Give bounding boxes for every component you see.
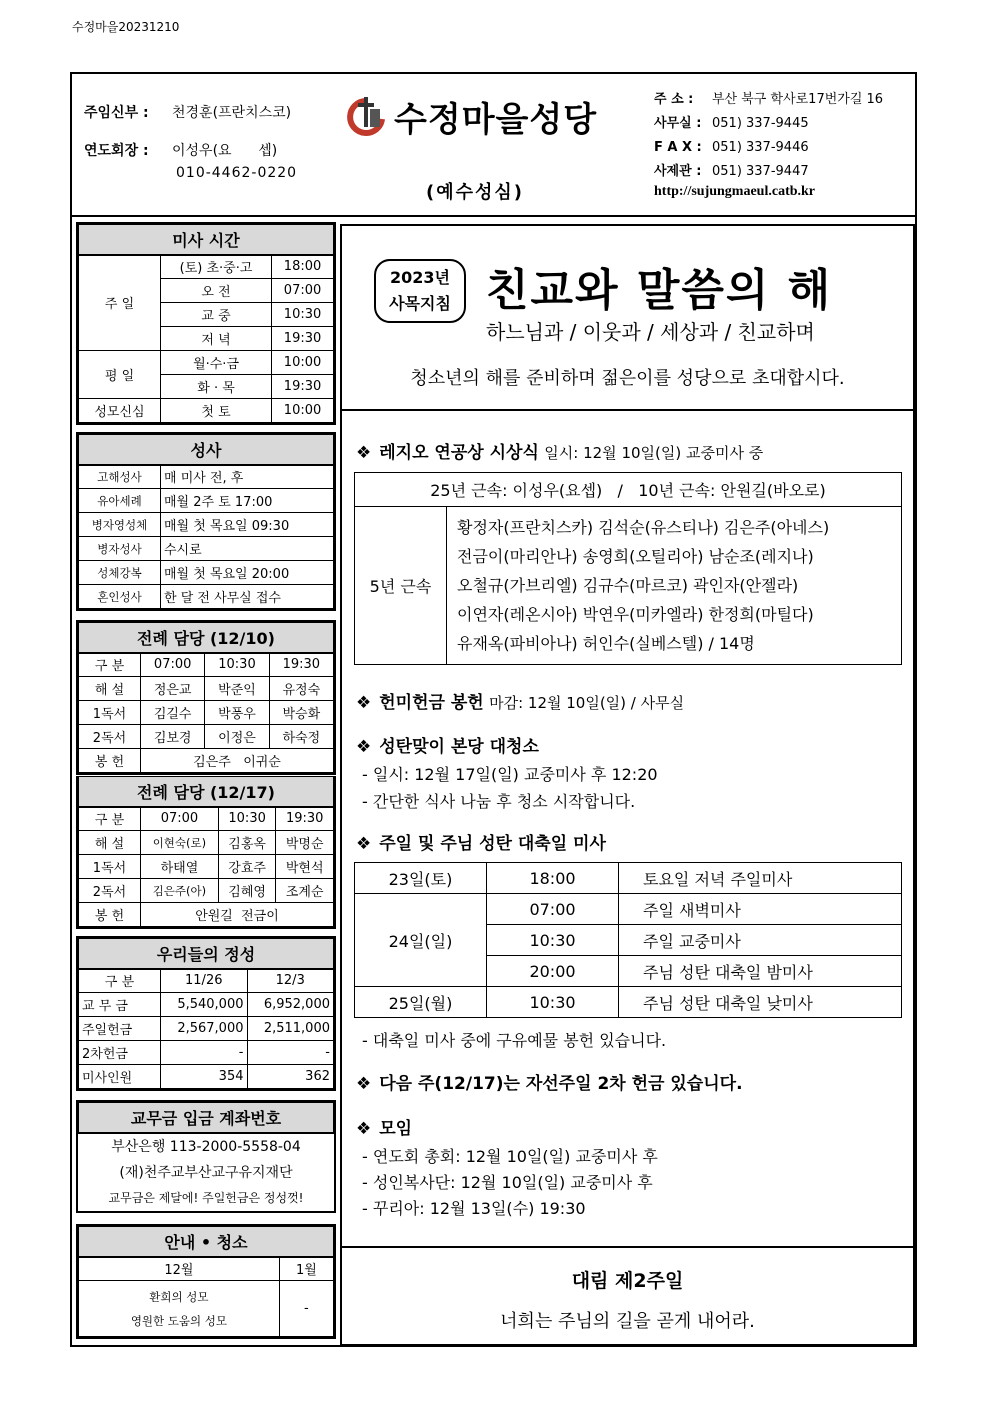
col-header: 07:00	[141, 653, 205, 677]
award-line: 전금이(마리안나) 송영희(오틸리아) 남순조(레지나)	[457, 547, 814, 566]
mass-name: 주일 교중미사	[619, 925, 902, 956]
sunday-label: 주 일	[79, 255, 161, 351]
table-row	[355, 987, 902, 1018]
award-line: 유재옥(파비아나) 허인수(실베스텔) / 14명	[457, 634, 755, 653]
mass-date: 23일(토)	[355, 863, 487, 894]
banner-subline: 하느님과 / 이웃과 / 세상과 / 친교하며	[486, 320, 815, 344]
role: 1독서	[79, 701, 141, 725]
person: 박명순	[276, 831, 334, 855]
table-row	[79, 701, 334, 725]
col-header: 구 분	[79, 807, 141, 831]
diamond-bullet-icon: ❖	[356, 1119, 372, 1139]
table-row	[79, 465, 334, 489]
fax-label: F A X :	[654, 140, 702, 155]
devotion-day: 첫 토	[161, 399, 272, 423]
table-row	[79, 1257, 334, 1281]
mass-time: 10:30	[272, 303, 334, 327]
meeting-item: - 꾸리아: 12월 13일(수) 19:30	[362, 1199, 586, 1218]
col-header: 11/26	[161, 969, 248, 993]
sunday-title: 대림 제2주일	[571, 1270, 684, 1292]
clean-date: - 일시: 12월 17일(일) 교중미사 후 12:20	[362, 765, 658, 784]
pastoral-banner	[342, 226, 913, 411]
cleaning-groups: 환희의 성모 영원한 도움의 성모	[79, 1281, 280, 1337]
legio-notice	[356, 438, 763, 463]
mass-time: 19:30	[272, 375, 334, 399]
rice-detail: 마감: 12월 10일(일) / 사무실	[489, 694, 685, 712]
mass-name: 토요일 저녁 주일미사	[619, 863, 902, 894]
chair-phone: 010-4462-0220	[176, 165, 298, 181]
table-row	[79, 903, 334, 927]
table-row	[79, 1041, 334, 1065]
diamond-bullet-icon: ❖	[356, 834, 372, 854]
account-note: 교무금은 제달에! 주일헌금은 정성껏!	[108, 1191, 304, 1205]
liturgy-title-1217: 전례 담당 (12/17)	[79, 777, 334, 807]
table-row	[79, 993, 334, 1017]
person: 김혜영	[218, 879, 276, 903]
table-row	[79, 855, 334, 879]
xmas-title: 주일 및 주님 성탄 대축일 미사	[379, 834, 606, 854]
mass-time: 10:30	[487, 925, 619, 956]
sacrament-name: 병자성사	[79, 537, 161, 561]
mass-time: 20:00	[487, 956, 619, 987]
meeting-item: - 연도회 총회: 12월 10일(일) 교중미사 후	[362, 1147, 658, 1166]
clean-title: 성탄맞이 본당 대청소	[379, 737, 539, 757]
role: 2독서	[79, 725, 141, 749]
award-5yr-label: 5년 근속	[355, 507, 447, 665]
table-row	[79, 399, 334, 423]
devotion-label: 성모신심	[79, 399, 161, 423]
table-row	[79, 561, 334, 585]
notices-column	[340, 224, 915, 1346]
col-header: 12/3	[247, 969, 334, 993]
col-header: 10:30	[218, 807, 276, 831]
mass-day: 저 녁	[161, 327, 272, 351]
person: 하태열	[141, 855, 219, 879]
offering-value: 354	[161, 1065, 248, 1089]
sacrament-time: 매월 첫 목요일 20:00	[161, 561, 334, 585]
award-line: 이연자(레온시아) 박연우(미카엘라) 한정희(마틸다)	[457, 605, 814, 624]
sacrament-time: 수시로	[161, 537, 334, 561]
table-row	[79, 489, 334, 513]
sacrament-name: 병자영성체	[79, 513, 161, 537]
banner-youth-line: 청소년의 해를 준비하며 젊은이를 성당으로 초대합시다.	[410, 368, 845, 389]
chair-name: 이성우(요 셉)	[172, 143, 278, 159]
mass-time: 07:00	[272, 279, 334, 303]
account-title: 교무금 입금 계좌번호	[79, 1103, 334, 1133]
cleaning-notice	[356, 732, 539, 757]
office-label: 사무실 :	[654, 116, 702, 131]
sacrament-time: 한 달 전 사무실 접수	[161, 585, 334, 609]
awards-table	[354, 472, 902, 665]
person: 정은교	[141, 677, 205, 701]
cleaning-box	[76, 1224, 336, 1339]
offering-title: 우리들의 정성	[79, 939, 334, 969]
sacrament-time: 매월 2주 토 17:00	[161, 489, 334, 513]
col-header: 10:30	[205, 653, 269, 677]
meetings-notice	[356, 1114, 412, 1139]
sacrament-time: 매월 첫 목요일 09:30	[161, 513, 334, 537]
month-header: 1월	[279, 1257, 333, 1281]
fax-number: 051) 337-9446	[712, 140, 809, 155]
sacraments-title: 성사	[79, 435, 334, 465]
meeting-title: 모임	[379, 1119, 413, 1139]
role: 봉 헌	[79, 749, 141, 773]
devotion-time: 10:00	[272, 399, 334, 423]
col-header: 19:30	[276, 807, 334, 831]
offering-value: 6,952,000	[247, 993, 334, 1017]
col-header: 구 분	[79, 969, 161, 993]
next-week-text: 다음 주(12/17)는 자선주일 2차 헌금 있습니다.	[379, 1074, 743, 1094]
col-header: 07:00	[141, 807, 219, 831]
rice-offering-notice	[356, 688, 684, 713]
mass-times-box	[76, 222, 336, 425]
col-header: 구 분	[79, 653, 141, 677]
address-label: 주 소 :	[654, 92, 694, 107]
offering-type: 주일헌금	[79, 1017, 161, 1041]
offering-type: 교 무 금	[79, 993, 161, 1017]
table-row	[79, 807, 334, 831]
award-line: 오철규(가브리엘) 김규수(마르코) 곽인자(안젤라)	[457, 576, 799, 595]
pastor-name: 천경훈(프란치스코)	[172, 105, 292, 121]
role: 해 설	[79, 831, 141, 855]
month-header: 12월	[79, 1257, 280, 1281]
header	[72, 74, 915, 217]
table-row	[79, 585, 334, 609]
mass-day: 화 · 목	[161, 375, 272, 399]
mass-time: 18:00	[272, 255, 334, 279]
person: 김보경	[141, 725, 205, 749]
xmas-note: - 대축일 미사 중에 구유예물 봉헌 있습니다.	[362, 1031, 667, 1050]
table-row	[79, 725, 334, 749]
meeting-item: - 성인복사단: 12월 10일(일) 교중미사 후	[362, 1173, 653, 1192]
person: 이현숙(로)	[141, 831, 219, 855]
address: 부산 북구 학사로17번가길 16	[712, 92, 884, 107]
badge-year: 2023년	[390, 268, 450, 287]
offering-type: 2차헌금	[79, 1041, 161, 1065]
diamond-bullet-icon: ❖	[356, 693, 372, 713]
offering-box	[76, 936, 336, 1091]
person: 이정은	[205, 725, 269, 749]
person: 조계순	[276, 879, 334, 903]
table-row	[79, 653, 334, 677]
mass-times-title: 미사 시간	[79, 225, 334, 255]
table-row	[79, 1065, 334, 1089]
table-row	[79, 969, 334, 993]
christmas-mass-table	[354, 862, 902, 1018]
table-row	[79, 351, 334, 375]
mass-time: 10:00	[272, 351, 334, 375]
sacrament-name: 유아세례	[79, 489, 161, 513]
table-row	[355, 863, 902, 894]
person: 강효주	[218, 855, 276, 879]
pastoral-badge	[374, 259, 466, 323]
table-row	[79, 255, 334, 279]
mass-day: (토) 초·중·고	[161, 255, 272, 279]
role: 1독서	[79, 855, 141, 879]
mass-day: 오 전	[161, 279, 272, 303]
sacrament-name: 혼인성사	[79, 585, 161, 609]
rectory-phone: 051) 337-9447	[712, 164, 809, 179]
table-row	[79, 1281, 334, 1337]
cleaning-groups: -	[279, 1281, 333, 1337]
table-row	[79, 831, 334, 855]
offering-value: 362	[247, 1065, 334, 1089]
table-row	[79, 677, 334, 701]
offering-value: 5,540,000	[161, 993, 248, 1017]
person: 김은주(아)	[141, 879, 219, 903]
person: 박현석	[276, 855, 334, 879]
person: 김홍옥	[218, 831, 276, 855]
offering-value: -	[161, 1041, 248, 1065]
mass-time: 07:00	[487, 894, 619, 925]
liturgy-box-1210	[76, 620, 336, 775]
badge-text: 사목지침	[389, 294, 451, 313]
mass-time: 19:30	[272, 327, 334, 351]
pastor-label: 주임신부 :	[84, 105, 149, 121]
award-line: 황정자(프란치스카) 김석순(유스티나) 김은주(아네스)	[457, 518, 830, 537]
offering-value: 2,567,000	[161, 1017, 248, 1041]
christmas-mass-notice	[356, 829, 606, 854]
role: 2독서	[79, 879, 141, 903]
sunday-footer	[342, 1246, 913, 1344]
diamond-bullet-icon: ❖	[356, 737, 372, 757]
person: 박준익	[205, 677, 269, 701]
role: 봉 헌	[79, 903, 141, 927]
bulletin-frame	[70, 72, 917, 1347]
mass-time: 10:30	[487, 987, 619, 1018]
sacrament-name: 성체강복	[79, 561, 161, 585]
person: 김길수	[141, 701, 205, 725]
banner-headline: 친교와 말씀의 해	[486, 265, 833, 316]
mass-name: 주님 성탄 대축일 밤미사	[619, 956, 902, 987]
mass-day: 월·수·금	[161, 351, 272, 375]
weekday-label: 평 일	[79, 351, 161, 399]
sacraments-box	[76, 432, 336, 611]
header-contacts	[654, 88, 884, 199]
file-label: 수정마을20231210	[72, 20, 180, 34]
table-row	[79, 513, 334, 537]
col-header: 19:30	[269, 653, 333, 677]
account-holder: (재)천주교부산교구유지재단	[119, 1164, 293, 1181]
parish-subtitle: (예수성심)	[426, 182, 525, 203]
gospel-verse: 너희는 주님의 길을 곧게 내어라.	[500, 1311, 755, 1332]
parish-title: 수정마을성당	[394, 100, 598, 140]
sacrament-time: 매 미사 전, 후	[161, 465, 334, 489]
account-box	[76, 1100, 336, 1213]
mass-time: 18:00	[487, 863, 619, 894]
mass-date: 25일(월)	[355, 987, 487, 1018]
award-long-service: 25년 근속: 이성우(요셉) / 10년 근속: 안원길(바오로)	[355, 473, 902, 507]
liturgy-title-1210: 전례 담당 (12/10)	[79, 623, 334, 653]
cleaning-title: 안내 • 청소	[79, 1227, 334, 1257]
parish-logo	[344, 92, 597, 141]
mass-name: 주일 새벽미사	[619, 894, 902, 925]
table-row	[355, 894, 902, 925]
table-row	[79, 879, 334, 903]
bank-account: 부산은행 113-2000-5558-04	[111, 1139, 301, 1155]
chair-label: 연도회장 :	[84, 143, 149, 159]
person: 박풍우	[205, 701, 269, 725]
person: 하숙정	[269, 725, 333, 749]
table-row	[79, 537, 334, 561]
clean-note: - 간단한 식사 나눔 후 청소 시작합니다.	[362, 792, 636, 811]
header-left	[84, 102, 297, 184]
rice-title: 헌미헌금 봉헌	[379, 693, 484, 713]
person: 박승화	[269, 701, 333, 725]
sacrament-name: 고해성사	[79, 465, 161, 489]
offering-value: -	[247, 1041, 334, 1065]
offertory-persons: 안원길 전금이	[141, 903, 334, 927]
diamond-bullet-icon: ❖	[356, 1074, 372, 1094]
mass-date: 24일(일)	[355, 894, 487, 987]
mass-day: 교 중	[161, 303, 272, 327]
website-link[interactable]: http://sujungmaeul.catb.kr	[654, 184, 816, 199]
person: 유정숙	[269, 677, 333, 701]
office-phone: 051) 337-9445	[712, 116, 809, 131]
church-logo-icon	[344, 95, 388, 139]
liturgy-box-1217	[76, 776, 336, 929]
legio-date: 일시: 12월 10일(일) 교중미사 중	[544, 444, 764, 462]
legio-title: 레지오 연공상 시상식	[379, 443, 539, 463]
diamond-bullet-icon: ❖	[356, 443, 372, 463]
role: 해 설	[79, 677, 141, 701]
award-5yr-list	[447, 507, 902, 665]
offertory-persons: 김은주 이귀순	[141, 749, 334, 773]
offering-type: 미사인원	[79, 1065, 161, 1089]
offering-value: 2,511,000	[247, 1017, 334, 1041]
mass-name: 주님 성탄 대축일 낮미사	[619, 987, 902, 1018]
rectory-label: 사제관 :	[654, 164, 702, 179]
table-row	[79, 749, 334, 773]
next-week-notice	[356, 1069, 743, 1094]
table-row	[79, 1017, 334, 1041]
